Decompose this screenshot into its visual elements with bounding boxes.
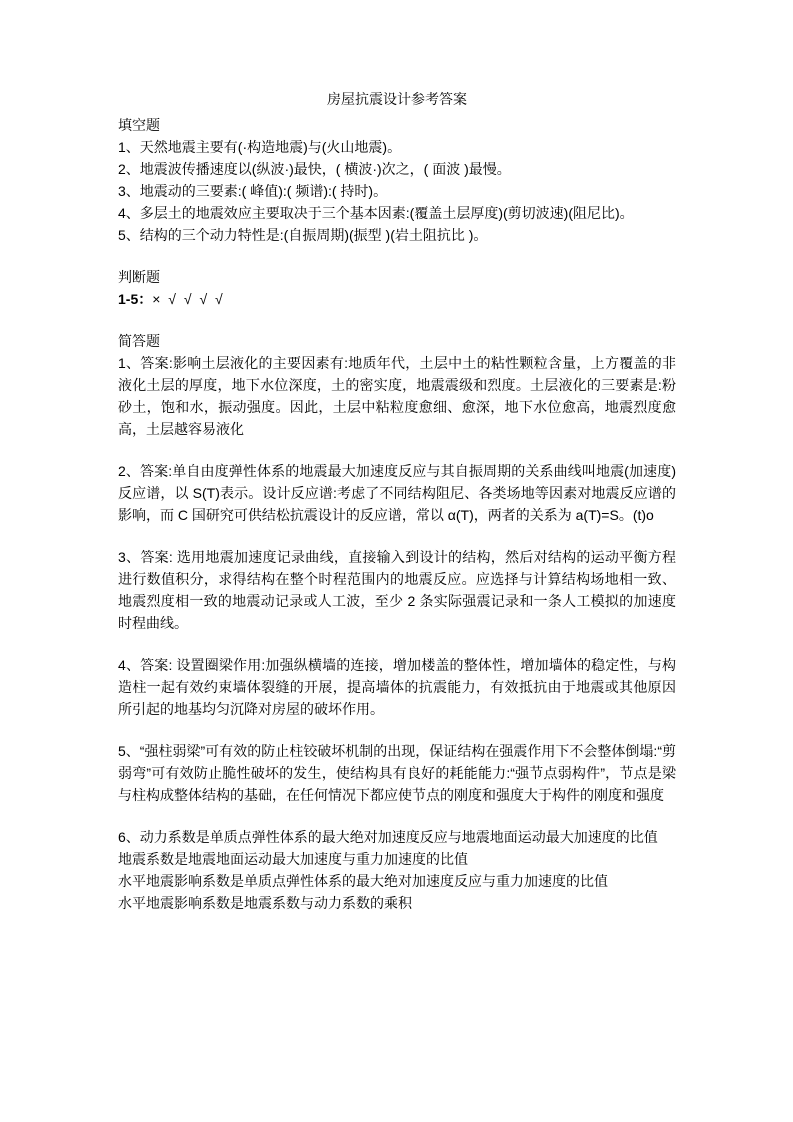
- short-answer-paragraph-4: 4、答案: 设置圈梁作用:加强纵横墙的连接，增加楼盖的整体性，增加墙体的稳定性，与构造柱一起有效约束墙体裂缝的开展，提高墙体的抗震能力，有效抵抗由于地震或其他原因所引起的地基均匀沉降对房屋的破坏作用。: [118, 657, 676, 717]
- short-answer-paragraph-2: 2、答案:单自由度弹性体系的地震最大加速度反应与其自振周期的关系曲线叫地震(加速度)反应谱，以 S(T)表示。设计反应谱:考虑了不同结构阻尼、各类场地等因素对地震反应谱的影响，而 C 国研究可供结松抗震设计的反应谱，常以 α(T)，两者的关系为 a(T)=S。(t)o: [118, 463, 676, 523]
- short-answer-item-6-line-4: 水平地震影响系数是地震系数与动力系数的乘积: [118, 895, 412, 911]
- short-answer-paragraph-5: 5、“强柱弱梁”可有效的防止柱铰破坏机制的出现，保证结构在强震作用下不会整体倒塌:“剪弱弯”可有效防止脆性破坏的发生，使结构具有良好的耗能能力:“强节点弱构件”，节点是梁与柱构成整体结构的基础，在任何情况下都应使节点的刚度和强度大于构件的刚度和强度: [118, 743, 676, 803]
- short-answer-paragraph-1: 1、答案:影响土层液化的主要因素有:地质年代，土层中土的粘性颗粒含量，上方覆盖的非液化土层的厚度，地下水位深度，土的密实度，地震震级和烈度。土层液化的三要素是:粉砂土，饱和水，振动强度。因此，土层中粘粒度愈细、愈深，地下水位愈高，地震烈度愈高，土层越容易液化: [118, 355, 676, 437]
- fill-blank-item-1: 1、天然地震主要有(·构造地震)与(火山地震)。: [118, 139, 402, 155]
- short-answer-item-6-line-2: 地震系数是地震地面运动最大加速度与重力加速度的比值: [118, 851, 468, 867]
- true-false-answers: × √ √ √ √: [152, 291, 225, 307]
- section-heading-short-answer: 简答题: [118, 333, 160, 349]
- fill-blank-item-2: 2、地震波传播速度以(纵波·)最快，( 横波·)次之，( 面波 )最慢。: [118, 161, 511, 177]
- true-false-range-label: 1-5：: [118, 291, 153, 307]
- fill-blank-item-3: 3、地震动的三要素:( 峰值):( 频谱):( 持时)。: [118, 183, 388, 199]
- fill-blank-item-4: 4、多层土的地震效应主要取决于三个基本因素:(覆盖土层厚度)(剪切波速)(阻尼比)。: [118, 205, 634, 221]
- short-answer-paragraph-3: 3、答案: 选用地震加速度记录曲线，直接输入到设计的结构，然后对结构的运动平衡方程进行数值积分，求得结构在整个时程范围内的地震反应。应选择与计算结构场地相一致、地震烈度相一致的地震动记录或人工波，至少 2 条实际强震记录和一条人工模拟的加速度时程曲线。: [118, 549, 676, 631]
- short-answer-item-6-line-3: 水平地震影响系数是单质点弹性体系的最大绝对加速度反应与重力加速度的比值: [118, 873, 608, 889]
- short-answer-item-6-line-1: 6、动力系数是单质点弹性体系的最大绝对加速度反应与地震地面运动最大加速度的比值: [118, 829, 658, 845]
- short-answer-item-6: [118, 826, 676, 914]
- section-heading-true-false: 判断题: [118, 269, 160, 285]
- true-false-answer-line: [118, 288, 676, 310]
- fill-blank-item-5: 5、结构的三个动力特性是:(自振周期)(振型 )(岩土阻抗比 )。: [118, 227, 488, 243]
- document-title: 房屋抗震设计参考答案: [327, 91, 467, 107]
- section-heading-fill-blank: 填空题: [118, 117, 160, 133]
